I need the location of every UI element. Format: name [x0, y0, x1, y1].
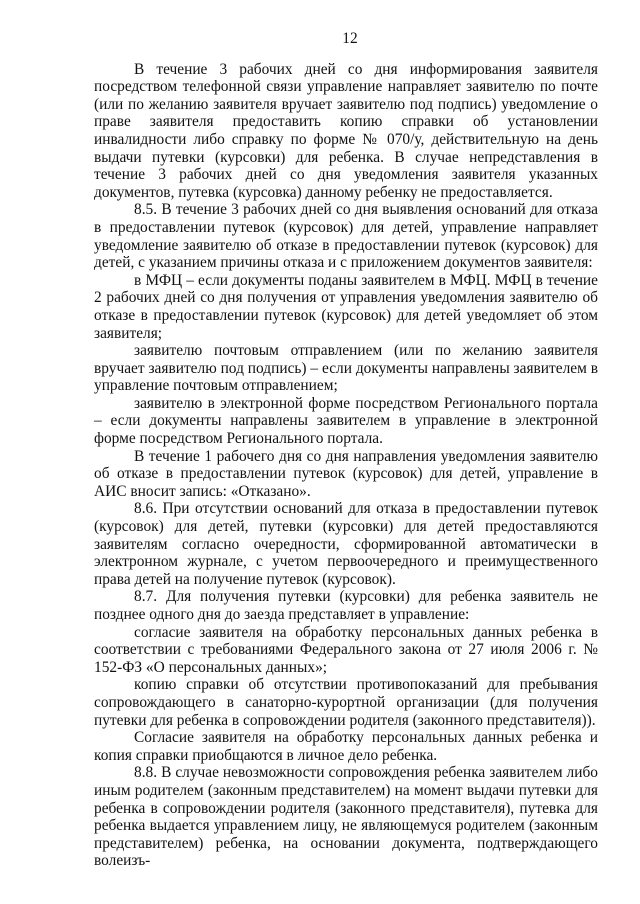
list-item-consent: согласие заявителя на обработку персональных данных ребенка в соответствии с требованиями Федерального закона от 27 июля 2006 г. № 152-ФЗ «О персональных данных»;	[94, 623, 598, 676]
paragraph-ais-record: В течение 1 рабочего дня со дня направления уведомления заявителю об отказе в предоставлении путевок (курсовок) для детей, управление в АИС вносит запись: «Отказано».	[94, 447, 598, 500]
paragraph-8-6: 8.6. При отсутствии оснований для отказа в предоставлении путевок (курсовок) для детей, путевки (курсовки) для детей предоставляются заявителям согласно очередности, сформированной автоматически в электронном журнале, с учетом первоочередного и преимущественного права детей на получение путевок (курсовок).	[94, 500, 598, 588]
paragraph-8-5: 8.5. В течение 3 рабочих дней со дня выявления оснований для отказа в предоставлении путевок (курсовок) для детей, управление направляет уведомление заявителю об отказе в предоставлении путевок (курсовок) для детей, с указанием причины отказа и с приложением документов заявителя:	[94, 201, 598, 272]
page-number: 12	[342, 30, 358, 47]
paragraph-personal-file: Согласие заявителя на обработку персональных данных ребенка и копия справки приобщаются в личное дело ребенка.	[94, 729, 598, 764]
paragraph-8-8: 8.8. В случае невозможности сопровождения ребенка заявителем либо иным родителем (законным представителем) на момент выдачи путевки для ребенка в сопровождении родителя (законного представителя), путевка для ребенка выдается управлением лицу, не являющемуся родителем (законным представителем) ребенка, на основании документа, подтверждающего волеизъ-	[94, 764, 598, 870]
list-item-mfc: в МФЦ – если документы поданы заявителем в МФЦ. МФЦ в течение 2 рабочих дней со дня получения от управления уведомления заявителю об отказе в предоставлении путевок (курсовок) для детей уведомляет об этом заявителя;	[94, 271, 598, 342]
paragraph-8-7: 8.7. Для получения путевки (курсовки) для ребенка заявитель не позднее одного дня до заезда представляет в управление:	[94, 588, 598, 623]
list-item-postal: заявителю почтовым отправлением (или по желанию заявителя вручает заявителю под подпись) – если документы направлены заявителем в управление почтовым отправлением;	[94, 342, 598, 395]
document-body	[94, 61, 598, 870]
list-item-electronic: заявителю в электронной форме посредством Регионального портала – если документы направлены заявителем в управление в электронной форме посредством Регионального портала.	[94, 394, 598, 448]
list-item-certificate: копию справки об отсутствии противопоказаний для пребывания сопровождающего в санаторно-курортной организации (для получения путевки для ребенка в сопровождении родителя (законного представителя)).	[94, 676, 598, 729]
paragraph-informing: В течение 3 рабочих дней со дня информирования заявителя посредством телефонной связи управление направляет заявителю по почте (или по желанию заявителя вручает заявителю под подпись) уведомление о праве заявителя предоставить копию справки об установлении инвалидности либо справку по форме № 070/у, действительную на день выдачи путевки (курсовки) для ребенка. В случае непредставления в течение 3 рабочих дней со дня уведомления заявителя указанных документов, путевка (курсовка) данному ребенку не предоставляется.	[94, 60, 598, 201]
